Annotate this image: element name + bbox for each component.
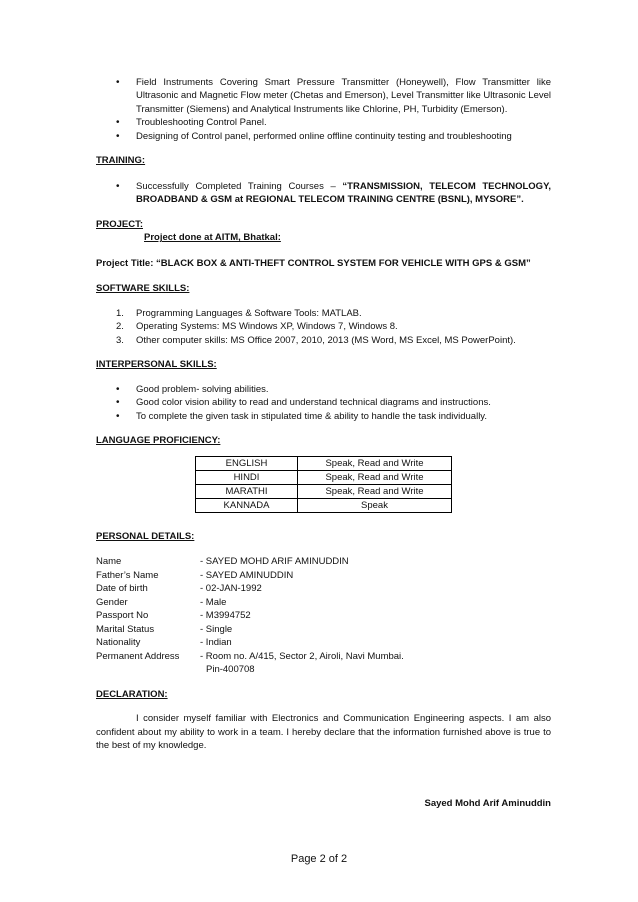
detail-row: Passport No - M3994752 (96, 610, 251, 622)
page-number: Page 2 of 2 (290, 853, 348, 865)
list-item: • Troubleshooting Control Panel. (96, 116, 551, 129)
detail-row (96, 663, 551, 676)
list-item: 2. Operating Systems: MS Windows XP, Windows 7, Windows 8. (116, 321, 398, 333)
detail-row: Father’s Name - SAYED AMINUDDIN (96, 569, 294, 581)
signature: Sayed Mohd Arif Aminuddin (424, 798, 551, 810)
resume-page (96, 76, 551, 811)
personal-heading: PERSONAL DETAILS: (96, 530, 195, 542)
table-row: MARATHI Speak, Read and Write (196, 484, 452, 498)
software-list (96, 307, 551, 347)
detail-row: Marital Status - Single (96, 623, 233, 635)
detail-row: Permanent Address - Room no. A/415, Sector 2, Airoli, Navi Mumbai. (96, 650, 404, 662)
interpersonal-list (96, 383, 551, 423)
address-line-2: Pin-400708 (206, 664, 255, 676)
software-heading: SOFTWARE SKILLS: (96, 283, 190, 295)
training-prefix: Successfully Completed Training Courses – (136, 180, 343, 192)
training-heading: TRAINING: (96, 155, 146, 167)
list-item: • Field Instruments Covering Smart Pressure Transmitter (Honeywell), Flow Transmitter like Ultrasonic and Magnetic Flow meter (Chetas and Emerson), Level Transmitter like Ultrasonic Level Transmitter (Siemens) and Analytical Instruments like Chlorine, PH, Turbidity (Emerson). (96, 76, 551, 116)
training-course: “TRANSMISSION, TELECOM TECHNOLOGY, BROADBAND & GSM at REGIONAL TELECOM TRAINING CENTRE (BSNL), MYSORE”. (136, 180, 551, 206)
project-heading: PROJECT: (96, 218, 143, 230)
table-row: KANNADA Speak (196, 498, 452, 512)
interpersonal-heading: INTERPERSONAL SKILLS: (96, 359, 217, 371)
list-item: • Designing of Control panel, performed online offline continuity testing and troubleshooting (96, 130, 551, 143)
list-item: 1. Programming Languages & Software Tools: MATLAB. (116, 307, 362, 319)
experience-bullets (96, 76, 551, 143)
table-row: HINDI Speak, Read and Write (196, 470, 452, 484)
list-item: • Good problem- solving abilities. (96, 383, 551, 396)
detail-row: Name - SAYED MOHD ARIF AMINUDDIN (96, 556, 349, 568)
language-heading: LANGUAGE PROFICIENCY: (96, 435, 221, 447)
list-item: • To complete the given task in stipulated time & ability to handle the task individually. (96, 410, 551, 423)
personal-details (96, 555, 551, 676)
language-table (195, 456, 452, 513)
list-item (96, 180, 551, 207)
detail-row: Nationality - Indian (96, 637, 232, 649)
detail-row: Gender - Male (96, 596, 227, 608)
declaration-text: I consider myself familiar with Electronics and Communication Engineering aspects. I am also confident about my ability to work in a team. I hereby declare that the information furnished above is true to the best of my knowledge. (96, 713, 551, 751)
project-title: Project Title: “BLACK BOX & ANTI-THEFT CONTROL SYSTEM FOR VEHICLE WITH GPS & GSM” (96, 257, 531, 269)
project-subheading: Project done at AITM, Bhatkal: (144, 232, 281, 244)
declaration-heading: DECLARATION: (96, 688, 168, 700)
detail-row: Date of birth - 02-JAN-1992 (96, 583, 262, 595)
list-item: 3. Other computer skills: MS Office 2007, 2010, 2013 (MS Word, MS Excel, MS PowerPoint). (116, 334, 516, 346)
table-row: ENGLISH Speak, Read and Write (196, 456, 452, 470)
training-list (96, 180, 551, 207)
list-item: • Good color vision ability to read and understand technical diagrams and instructions. (96, 396, 551, 409)
